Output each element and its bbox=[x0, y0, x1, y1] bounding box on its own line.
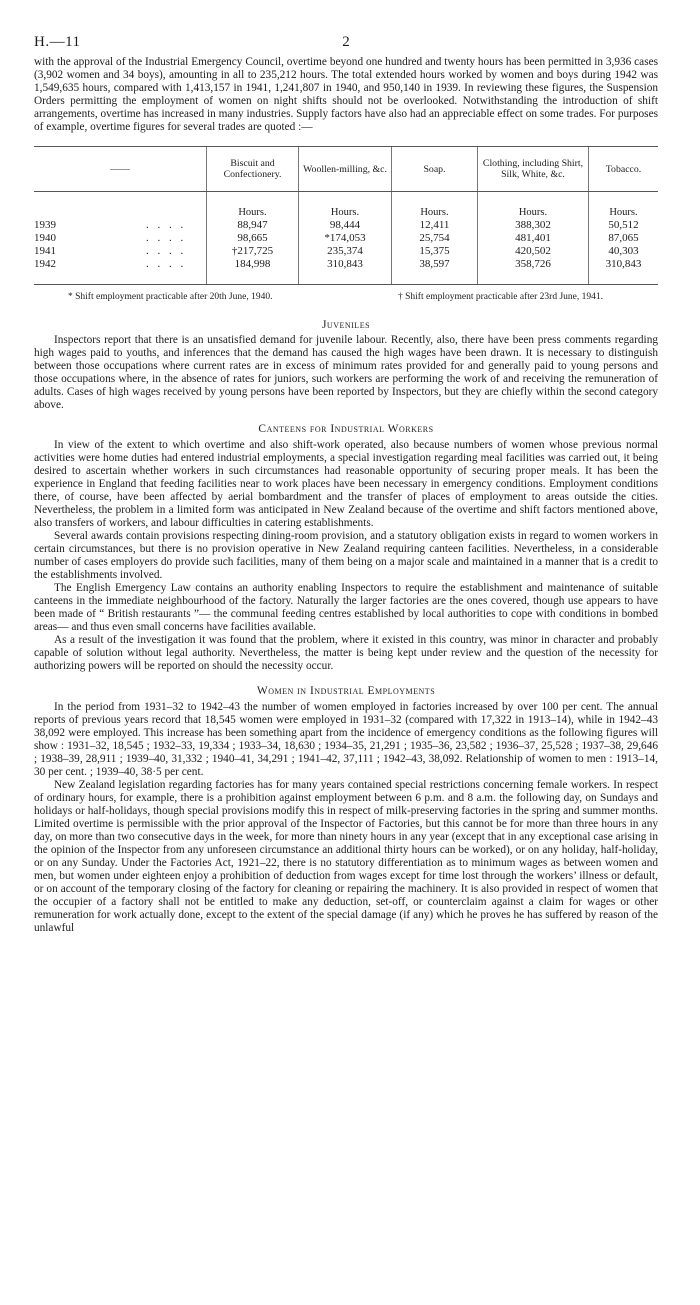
table-row-1939 bbox=[34, 219, 658, 232]
table-cell: 25,754 bbox=[392, 232, 478, 245]
table-units-row bbox=[34, 192, 658, 220]
table-cell: 481,401 bbox=[478, 232, 589, 245]
overtime-table bbox=[34, 146, 658, 285]
juveniles-heading: Juveniles bbox=[321, 319, 371, 331]
table-header-row bbox=[34, 147, 658, 192]
table-cell: †217,725 bbox=[207, 245, 299, 258]
table-row-1941 bbox=[34, 245, 658, 258]
canteens-heading: Canteens for Industrial Workers bbox=[258, 423, 434, 435]
table-header-tobacco: Tobacco. bbox=[589, 147, 659, 192]
unit-label: Hours. bbox=[589, 192, 659, 220]
table-row-1940 bbox=[34, 232, 658, 245]
table-cell: 235,374 bbox=[299, 245, 392, 258]
table-cell: 15,375 bbox=[392, 245, 478, 258]
leader-dots: . . . . bbox=[146, 245, 187, 257]
table-cell: 358,726 bbox=[478, 258, 589, 285]
table-cell: 420,502 bbox=[478, 245, 589, 258]
canteens-paragraph-3: The English Emergency Law contains an authority enabling Inspectors to require the establishment and maintenance of suitable canteens in the immediate neighbourhood of the factory. Naturally the larger factories are the ones covered, though use appears to have been made of “ British restaurants ”— the communal feeding centres established by local authorities to cope with conditions in bombed areas— and thus even small concerns have facilities available. bbox=[34, 582, 658, 633]
table-cell: 310,843 bbox=[299, 258, 392, 285]
table-header-soap: Soap. bbox=[392, 147, 478, 192]
row-year: 1942 bbox=[34, 258, 56, 270]
canteens-paragraph-2: Several awards contain provisions respecting dining-room provision, and a statutory obligation exists in regard to women workers in certain circumstances, but there is no provision operative in New Zealand requiring canteen facilities. Nevertheless, in a considerable number of cases employers do provide such facilities, many of them being on a major scale and maintained in a manner that is a credit to the establishments involved. bbox=[34, 530, 658, 581]
table-header-woollen: Woollen-milling, &c. bbox=[299, 147, 392, 192]
juveniles-paragraph: Inspectors report that there is an unsatisfied demand for juvenile labour. Recently, also, there have been press comments regarding high wages paid to youths, and inferences that the demand has caused the high wages have been drawn. It is necessary to distinguish between those occupations where current rates are in excess of minimum rates provided for and generally paid to young persons and those occupations where, in the absence of rates for juniors, such workers are performing the work of and receiving the remuneration of adults. Cases of high wages received by young persons have been reported by Inspectors, but they are chiefly within the second category above. bbox=[34, 334, 658, 411]
leader-dots: . . . . bbox=[146, 219, 187, 231]
unit-label: Hours. bbox=[478, 192, 589, 220]
canteens-paragraph-4: As a result of the investigation it was found that the problem, where it existed in this country, was minor in character and probably capable of solution without legal authority. Nevertheless, the matter is being kept under review and the question of the necessity for authorizing powers will be reported on should the necessity occur. bbox=[34, 634, 658, 672]
page-header bbox=[34, 34, 658, 56]
table-row-1942 bbox=[34, 258, 658, 285]
row-year: 1939 bbox=[34, 219, 56, 231]
table-cell: *174,053 bbox=[299, 232, 392, 245]
table-cell: 98,444 bbox=[299, 219, 392, 232]
women-heading: Women in Industrial Employments bbox=[256, 685, 436, 697]
table-cell: 87,065 bbox=[589, 232, 659, 245]
row-year: 1940 bbox=[34, 232, 56, 244]
table-cell: 50,512 bbox=[589, 219, 659, 232]
table-cell: 88,947 bbox=[207, 219, 299, 232]
table-cell: 388,302 bbox=[478, 219, 589, 232]
document-page bbox=[34, 34, 658, 935]
table-footnotes bbox=[34, 290, 658, 306]
table-cell: 12,411 bbox=[392, 219, 478, 232]
document-reference: H.—11 bbox=[34, 34, 81, 50]
leader-dots: . . . . bbox=[146, 258, 187, 270]
unit-label: Hours. bbox=[207, 192, 299, 220]
leader-dots: . . . . bbox=[146, 232, 187, 244]
table-cell: 98,665 bbox=[207, 232, 299, 245]
table-header-biscuit: Biscuit and Confectionery. bbox=[207, 147, 299, 192]
footnote-1940: * Shift employment practicable after 20th June, 1940. bbox=[68, 292, 273, 302]
page-number: 2 bbox=[342, 34, 350, 50]
footnote-1941: † Shift employment practicable after 23rd June, 1941. bbox=[398, 292, 603, 302]
women-paragraph-1: In the period from 1931–32 to 1942–43 the number of women employed in factories increased by over 100 per cent. The annual reports of previous years record that 18,545 women were employed in 1931–32 (compared with 17,322 in 1913–14), while in 1942–43 38,092 were employed. This increase has been something apart from the incidence of emergency conditions as the following figures will show : 1931–32, 18,545 ; 1932–33, 19,334 ; 1933–34, 18,630 ; 1934–35, 21,291 ; 1935–36, 23,582 ; 1936–37, 25,528 ; 1937–38, 29,646 ; 1938–39, 28,911 ; 1939–40, 31,332 ; 1940–41, 34,291 ; 1941–42, 37,111 ; 1942–43, 38,092. Relationship of women to men : 1913–14, 30 per cent. ; 1939–40, 38·5 per cent. bbox=[34, 701, 658, 778]
table-cell: 184,998 bbox=[207, 258, 299, 285]
canteens-paragraph-1: In view of the extent to which overtime and also shift-work operated, also because numbers of women whose previous normal activities were home duties had entered industrial employments, a special investigation regarding meal facilities was carried out, it being desired to ascertain whether workers in such circumstances had reasonable opportunity of securing proper meals. It has been the experience in England that feeding facilities near to work places have been necessary in emergency conditions. Employment conditions there, of course, have been affected by aerial bombardment and the transfer of places of employment to areas outside the cities. Nevertheless, the problem in a limited form was anticipated in New Zealand because of the overtime and shift factors mentioned above, also transfers of workers, and labour difficulties in catering establishments. bbox=[34, 439, 658, 529]
table-header-blank: —— bbox=[34, 147, 207, 192]
table-cell: 40,303 bbox=[589, 245, 659, 258]
table-cell: 310,843 bbox=[589, 258, 659, 285]
table-header-clothing: Clothing, including Shirt, Silk, White, &c. bbox=[478, 147, 589, 192]
row-year: 1941 bbox=[34, 245, 56, 257]
women-paragraph-2: New Zealand legislation regarding factories has for many years contained special restrictions concerning female workers. In respect of ordinary hours, for example, there is a prohibition against employment between 6 p.m. and 8 a.m. the following day, on Sundays and holidays or half-holidays, though special provisions modify this in respect of milk-preserving factories in the spring and summer months. Limited overtime is permissible with the prior approval of the Inspector of Factories, but this cannot be for more than three hours in any day, on more than two consecutive days in the week, for more than ninety hours in any year (except that in any exceptional case arising in the opinion of the Inspector from any unforeseen circumstance an additional thirty hours can be worked), or on any holiday, half-holiday, or on any Sunday. Under the Factories Act, 1921–22, there is no statutory differentiation as to minimum wages as between women and men, but women under eighteen enjoy a prohibition of deduction from wages except for time lost through the workers’ illness or default, or on account of the temporary closing of the factory for cleaning or repairing the machinery. It is also provided in respect of women that the occupier of a factory shall not be entitled to make any deduction, set-off, or counterclaim against a claim for wages or other remuneration for work actually done, except to the extent of the special damage (if any) which he proves he has suffered by reason of the unlawful bbox=[34, 779, 658, 934]
unit-label: Hours. bbox=[299, 192, 392, 220]
table-cell: 38,597 bbox=[392, 258, 478, 285]
unit-label: Hours. bbox=[392, 192, 478, 220]
intro-paragraph: with the approval of the Industrial Emergency Council, overtime beyond one hundred and twenty hours has been permitted in 3,936 cases (3,902 women and 34 boys), amounting in all to 235,212 hours. The total extended hours worked by women and boys during 1942 was 1,549,635 hours, compared with 1,413,157 in 1941, 1,241,807 in 1940, and 950,140 in 1939. In reviewing these figures, the Suspension Orders permitting the employment of women on night shifts should not be overlooked. Notwithstanding the introduction of shift arrangements, overtime has increased in many industries. Supply factors have also had an appreciable effect on some trades. For purposes of example, overtime figures for several trades are quoted :— bbox=[34, 56, 658, 133]
